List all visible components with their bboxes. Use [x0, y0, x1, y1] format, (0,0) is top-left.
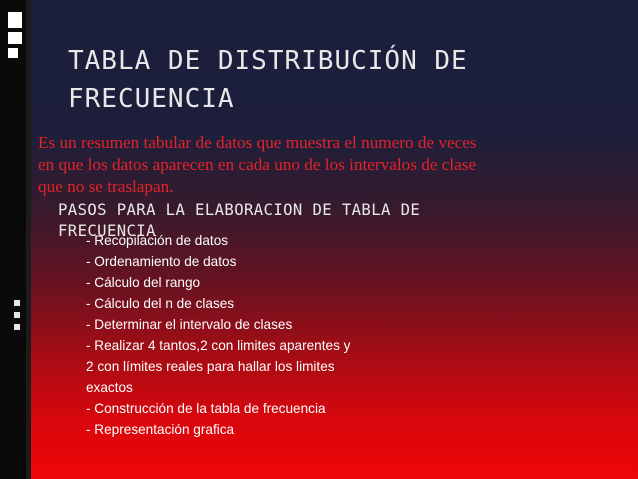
list-item: - Construcción de la tabla de frecuencia: [86, 401, 326, 416]
decorative-square: [8, 32, 22, 44]
list-item: - Representación grafica: [86, 422, 235, 437]
list-item: - Recopilación de datos: [86, 233, 229, 248]
decorative-square: [8, 48, 18, 58]
list-item: - Cálculo del rango: [86, 275, 201, 290]
decorative-squares-top: [8, 12, 26, 62]
list-item: - Ordenamiento de datos: [86, 254, 237, 269]
slide-title: TABLA DE DISTRIBUCIÓN DE FRECUENCIA: [68, 46, 468, 114]
left-bar-stripe: [26, 0, 31, 479]
list-item: - Realizar 4 tantos,2 con limites aparentes y 2 con límites reales para hallar los limites exactos: [86, 338, 351, 395]
decorative-square: [14, 300, 20, 306]
decorative-square: [14, 312, 20, 318]
decorative-squares-lower: [14, 300, 24, 336]
steps-list: [86, 230, 516, 440]
intro-paragraph: Es un resumen tabular de datos que muestra el numero de veces en que los datos aparecen en cada uno de los intervalos de clase que no se traslapan.: [38, 133, 477, 196]
section-subtitle: PASOS PARA LA ELABORACION DE TABLA DE FRECUENCIA: [58, 201, 421, 240]
list-item: - Cálculo del n de clases: [86, 296, 235, 311]
left-decorative-bar: [0, 0, 26, 479]
decorative-square: [14, 324, 20, 330]
list-item: - Determinar el intervalo de clases: [86, 317, 293, 332]
decorative-square: [8, 12, 22, 28]
